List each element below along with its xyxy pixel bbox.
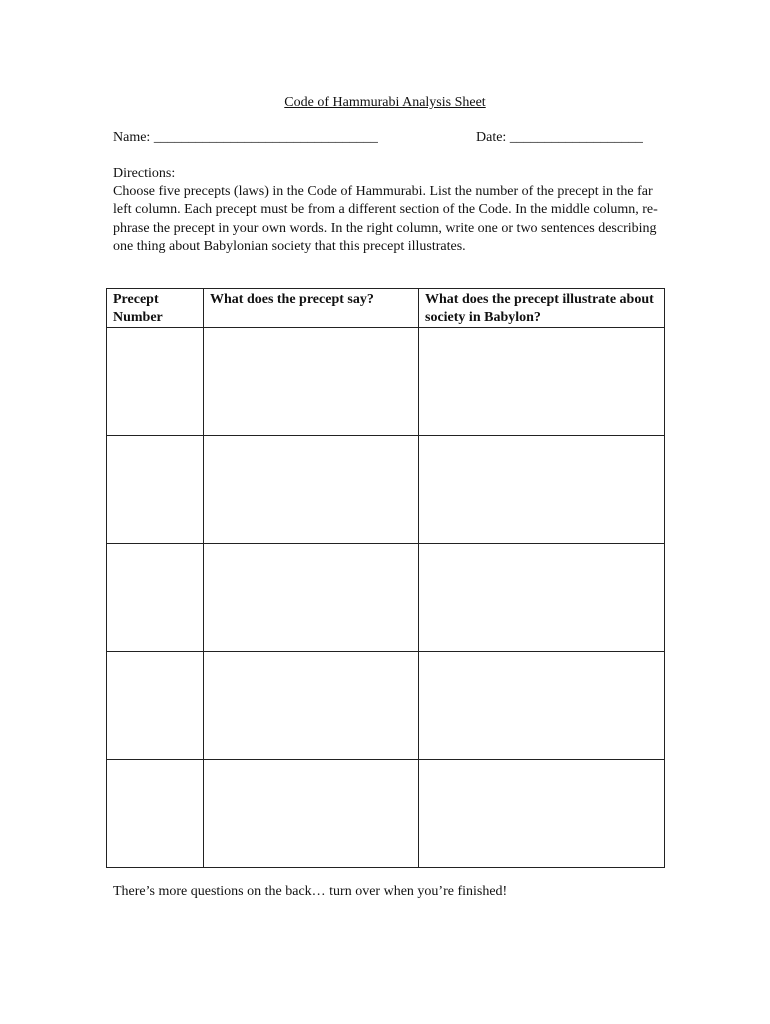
precept-number-cell[interactable] xyxy=(107,544,204,652)
analysis-table xyxy=(106,288,665,868)
society-illustrates-cell[interactable] xyxy=(419,328,665,436)
precept-says-cell[interactable] xyxy=(204,760,419,868)
column-header-society-illustrates: What does the precept illustrate about society in Babylon? xyxy=(419,289,665,328)
precept-number-cell[interactable] xyxy=(107,436,204,544)
precept-says-cell[interactable] xyxy=(204,328,419,436)
table-row xyxy=(107,652,665,760)
column-header-precept-says: What does the precept say? xyxy=(204,289,419,328)
directions-text: Choose five precepts (laws) in the Code of Hammurabi. List the number of the precept in the far left column. Each precept must be from a different section of the Code. In the middle column, re-phrase the precept in your own words. In the right column, write one or two sentences describing one thing about Babylonian society that this precept illustrates. xyxy=(113,184,658,254)
society-illustrates-cell[interactable] xyxy=(419,544,665,652)
date-field[interactable]: Date: ___________________ xyxy=(476,130,643,145)
page-title: Code of Hammurabi Analysis Sheet xyxy=(284,95,486,110)
precept-number-cell[interactable] xyxy=(107,328,204,436)
table-row xyxy=(107,328,665,436)
society-illustrates-cell[interactable] xyxy=(419,652,665,760)
society-illustrates-cell[interactable] xyxy=(419,760,665,868)
directions-heading: Directions: xyxy=(113,166,176,181)
precept-number-cell[interactable] xyxy=(107,652,204,760)
table-row xyxy=(107,436,665,544)
table-header-row xyxy=(107,289,665,328)
precept-says-cell[interactable] xyxy=(204,652,419,760)
precept-says-cell[interactable] xyxy=(204,436,419,544)
precept-number-cell[interactable] xyxy=(107,760,204,868)
table-row xyxy=(107,760,665,868)
name-field[interactable]: Name: ________________________________ xyxy=(113,130,378,145)
society-illustrates-cell[interactable] xyxy=(419,436,665,544)
column-header-precept-number: Precept Number xyxy=(107,289,204,328)
table-row xyxy=(107,544,665,652)
directions-block xyxy=(113,165,663,256)
footer-note: There’s more questions on the back… turn over when you’re finished! xyxy=(113,884,508,899)
precept-says-cell[interactable] xyxy=(204,544,419,652)
